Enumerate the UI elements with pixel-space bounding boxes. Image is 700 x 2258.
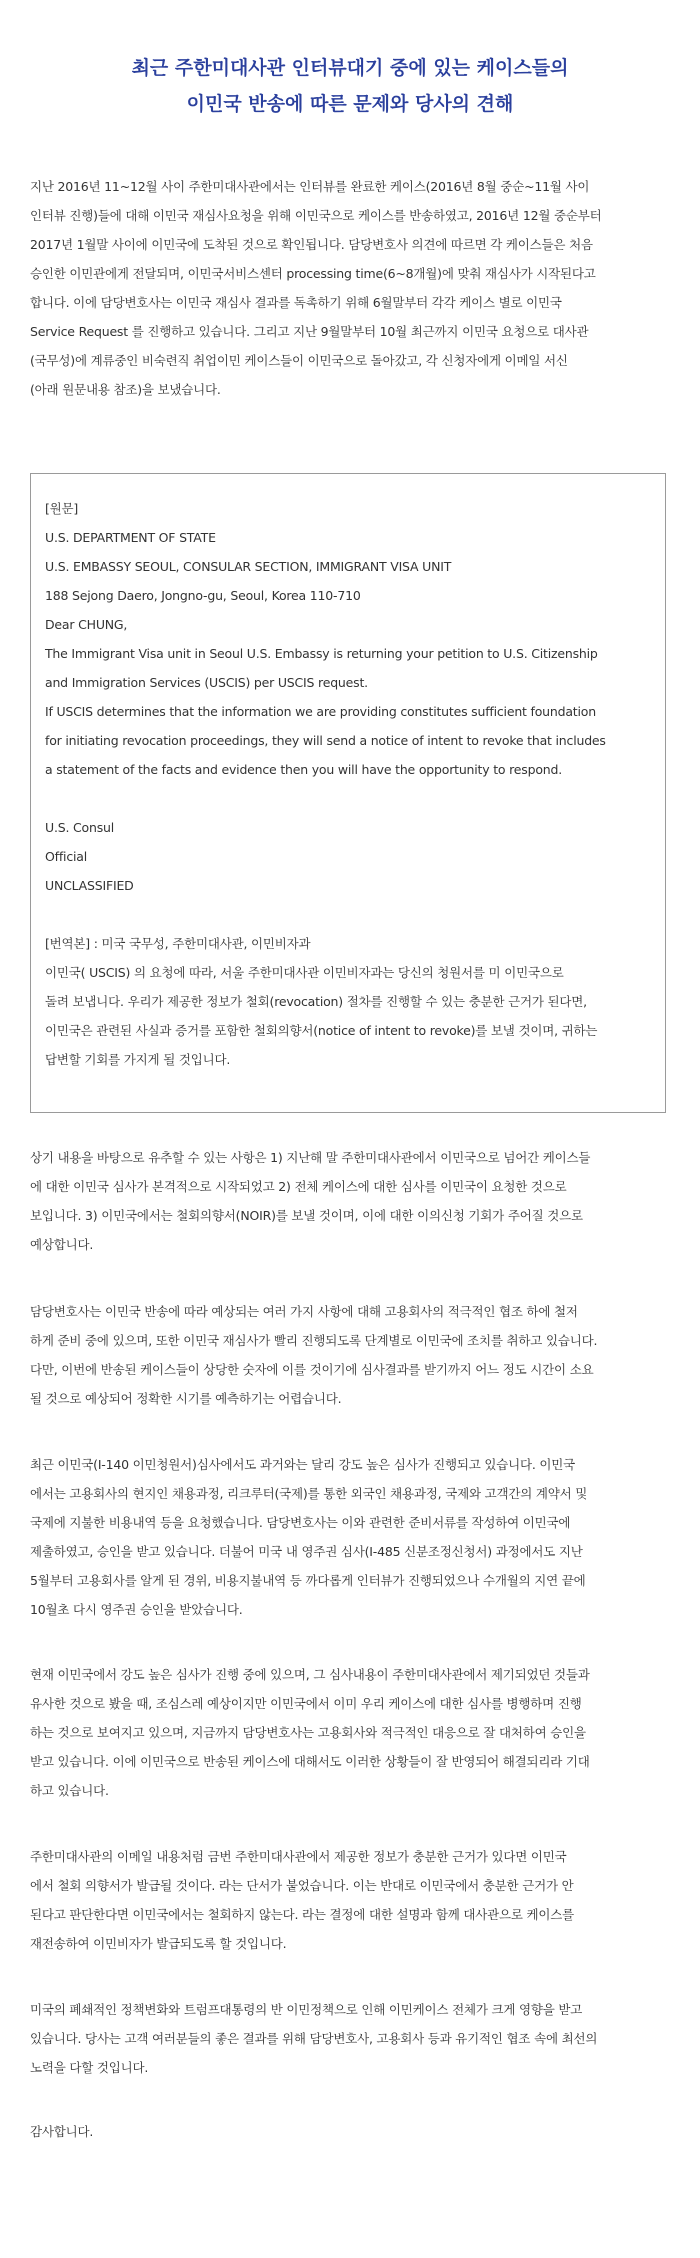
p6-line: 에서 철회 의향서가 발급될 것이다. 라는 단서가 붙었습니다. 이는 반대로 이민국에서 충분한 근거가 안 xyxy=(30,1878,574,1893)
letter-content xyxy=(45,494,655,1074)
signature-line: Official xyxy=(45,849,87,864)
original-line: 188 Sejong Daero, Jongno-gu, Seoul, Korea 110-710 xyxy=(45,588,361,603)
p2-line: 에 대한 이민국 심사가 본격적으로 시작되었고 2) 전체 케이스에 대한 심사를 이민국이 요청한 것으로 xyxy=(30,1179,567,1194)
paragraph-5 xyxy=(30,1660,670,1805)
paragraph-7 xyxy=(30,1995,670,2082)
p2-line: 예상합니다. xyxy=(30,1237,94,1252)
p5-line: 하고 있습니다. xyxy=(30,1783,109,1798)
translation-line: 답변할 기회를 가지게 될 것입니다. xyxy=(45,1052,231,1067)
intro-line: 인터뷰 진행)들에 대해 이민국 재심사요청을 위해 이민국으로 케이스를 반송하였고, 2016년 12월 중순부터 xyxy=(30,208,602,223)
paragraph-6 xyxy=(30,1842,670,1958)
intro-line: 2017년 1월말 사이에 이민국에 도착된 것으로 확인됩니다. 담당변호사 의견에 따르면 각 케이스들은 처음 xyxy=(30,237,593,252)
p3-line: 하게 준비 중에 있으며, 또한 이민국 재심사가 빨리 진행되도록 단계별로 이민국에 조치를 취하고 있습니다. xyxy=(30,1333,598,1348)
p6-line: 된다고 판단한다면 이민국에서는 철회하지 않는다. 라는 결정에 대한 설명과 함께 대사관으로 케이스를 xyxy=(30,1907,575,1922)
intro-paragraph xyxy=(30,172,670,404)
closing-paragraph xyxy=(30,2117,670,2146)
original-line: a statement of the facts and evidence then you will have the opportunity to respond. xyxy=(45,762,563,777)
original-line: U.S. EMBASSY SEOUL, CONSULAR SECTION, IMMIGRANT VISA UNIT xyxy=(45,559,452,574)
paragraph-4 xyxy=(30,1450,670,1624)
p6-line: 재전송하여 이민비자가 발급되도록 할 것입니다. xyxy=(30,1936,287,1951)
p7-line: 노력을 다할 것입니다. xyxy=(30,2060,149,2075)
p5-line: 유사한 것으로 봤을 때, 조심스레 예상이지만 이민국에서 이미 우리 케이스에 대한 심사를 병행하며 진행 xyxy=(30,1696,582,1711)
p3-line: 다만, 이번에 반송된 케이스들이 상당한 숫자에 이를 것이기에 심사결과를 받기까지 어느 정도 시간이 소요 xyxy=(30,1362,594,1377)
translation-line: 이민국은 관련된 사실과 증거를 포함한 철회의향서(notice of intent to revoke)를 보낼 것이며, 귀하는 xyxy=(45,1023,598,1038)
p4-line: 에서는 고용회사의 현지인 채용과정, 리크루터(국제)를 통한 외국인 채용과정, 국제와 고객간의 계약서 및 xyxy=(30,1486,588,1501)
title-line-1: 최근 주한미대사관 인터뷰대기 중에 있는 케이스들의 xyxy=(131,57,569,79)
intro-line: (아래 원문내용 참조)을 보냈습니다. xyxy=(30,382,221,397)
original-line: and Immigration Services (USCIS) per USCIS request. xyxy=(45,675,368,690)
spacer xyxy=(45,784,655,813)
translation-line: 돌려 보냅니다. 우리가 제공한 정보가 철회(revocation) 절차를 진행할 수 있는 충분한 근거가 된다면, xyxy=(45,994,587,1009)
p7-line: 미국의 폐쇄적인 정책변화와 트럼프대통령의 반 이민정책으로 인해 이민케이스 전체가 크게 영향을 받고 xyxy=(30,2002,583,2017)
p4-line: 최근 이민국(I-140 이민청원서)심사에서도 과거와는 달리 강도 높은 심사가 진행되고 있습니다. 이민국 xyxy=(30,1457,576,1472)
p4-line: 5월부터 고용회사를 알게 된 경위, 비용지불내역 등 까다롭게 인터뷰가 진행되었으나 수개월의 지연 끝에 xyxy=(30,1573,586,1588)
p4-line: 국제에 지불한 비용내역 등을 요청했습니다. 담당변호사는 이와 관련한 준비서류를 작성하여 이민국에 xyxy=(30,1515,571,1530)
intro-line: 지난 2016년 11~12월 사이 주한미대사관에서는 인터뷰를 완료한 케이스(2016년 8월 중순~11월 사이 xyxy=(30,179,590,194)
paragraph-2 xyxy=(30,1143,670,1259)
original-line: U.S. DEPARTMENT OF STATE xyxy=(45,530,216,545)
p5-line: 받고 있습니다. 이에 이민국으로 반송된 케이스에 대해서도 이러한 상황들이 잘 반영되어 해결되리라 기대 xyxy=(30,1754,590,1769)
signature-line: U.S. Consul xyxy=(45,820,115,835)
p5-line: 하는 것으로 보여지고 있으며, 지금까지 담당변호사는 고용회사와 적극적인 대응으로 잘 대처하여 승인을 xyxy=(30,1725,586,1740)
p5-line: 현재 이민국에서 강도 높은 심사가 진행 중에 있으며, 그 심사내용이 주한미대사관에서 제기되었던 것들과 xyxy=(30,1667,590,1682)
spacer xyxy=(45,900,655,929)
p6-line: 주한미대사관의 이메일 내용처럼 금번 주한미대사관에서 제공한 정보가 충분한 근거가 있다면 이민국 xyxy=(30,1849,567,1864)
intro-line: (국무성)에 계류중인 비숙련직 취업이민 케이스들이 이민국으로 돌아갔고, 각 신청자에게 이메일 서신 xyxy=(30,353,568,368)
p3-line: 될 것으로 예상되어 정확한 시기를 예측하기는 어렵습니다. xyxy=(30,1391,342,1406)
intro-line: 합니다. 이에 담당변호사는 이민국 재심사 결과를 독촉하기 위해 6월말부터 각각 케이스 별로 이민국 xyxy=(30,295,562,310)
intro-line: 승인한 이민관에게 전달되며, 이민국서비스센터 processing time(6~8개월)에 맞춰 재심사가 시작된다고 xyxy=(30,266,596,281)
closing-text: 감사합니다. xyxy=(30,2124,94,2139)
letter-box xyxy=(30,473,666,1113)
title-line-2: 이민국 반송에 따른 문제와 당사의 견해 xyxy=(186,93,514,115)
translation-line: 이민국( USCIS) 의 요청에 따라, 서울 주한미대사관 이민비자과는 당신의 청원서를 미 이민국으로 xyxy=(45,965,564,980)
p4-line: 10월초 다시 영주권 승인을 받았습니다. xyxy=(30,1602,243,1617)
p2-line: 상기 내용을 바탕으로 유추할 수 있는 사항은 1) 지난해 말 주한미대사관에서 이민국으로 넘어간 케이스들 xyxy=(30,1150,591,1165)
p3-line: 담당변호사는 이민국 반송에 따라 예상되는 여러 가지 사항에 대해 고용회사의 적극적인 협조 하에 철저 xyxy=(30,1304,578,1319)
p2-line: 보입니다. 3) 이민국에서는 철회의향서(NOIR)를 보낼 것이며, 이에 대한 이의신청 기회가 주어질 것으로 xyxy=(30,1208,583,1223)
translation-label: [번역본] : 미국 국무성, 주한미대사관, 이민비자과 xyxy=(45,936,311,951)
paragraph-3 xyxy=(30,1297,670,1413)
original-line: Dear CHUNG, xyxy=(45,617,128,632)
signature-line: UNCLASSIFIED xyxy=(45,878,134,893)
original-line: If USCIS determines that the information we are providing constitutes sufficient foundation xyxy=(45,704,596,719)
original-line: The Immigrant Visa unit in Seoul U.S. Embassy is returning your petition to U.S. Citizenship xyxy=(45,646,598,661)
original-line: for initiating revocation proceedings, they will send a notice of intent to revoke that includes xyxy=(45,733,606,748)
original-label: [원문] xyxy=(45,501,79,516)
page-title xyxy=(0,50,700,122)
p7-line: 있습니다. 당사는 고객 여러분들의 좋은 결과를 위해 담당변호사, 고용회사 등과 유기적인 협조 속에 최선의 xyxy=(30,2031,598,2046)
p4-line: 제출하였고, 승인을 받고 있습니다. 더불어 미국 내 영주권 심사(I-485 신분조정신청서) 과정에서도 지난 xyxy=(30,1544,583,1559)
intro-line: Service Request 를 진행하고 있습니다. 그리고 지난 9월말부터 10월 최근까지 이민국 요청으로 대사관 xyxy=(30,324,589,339)
